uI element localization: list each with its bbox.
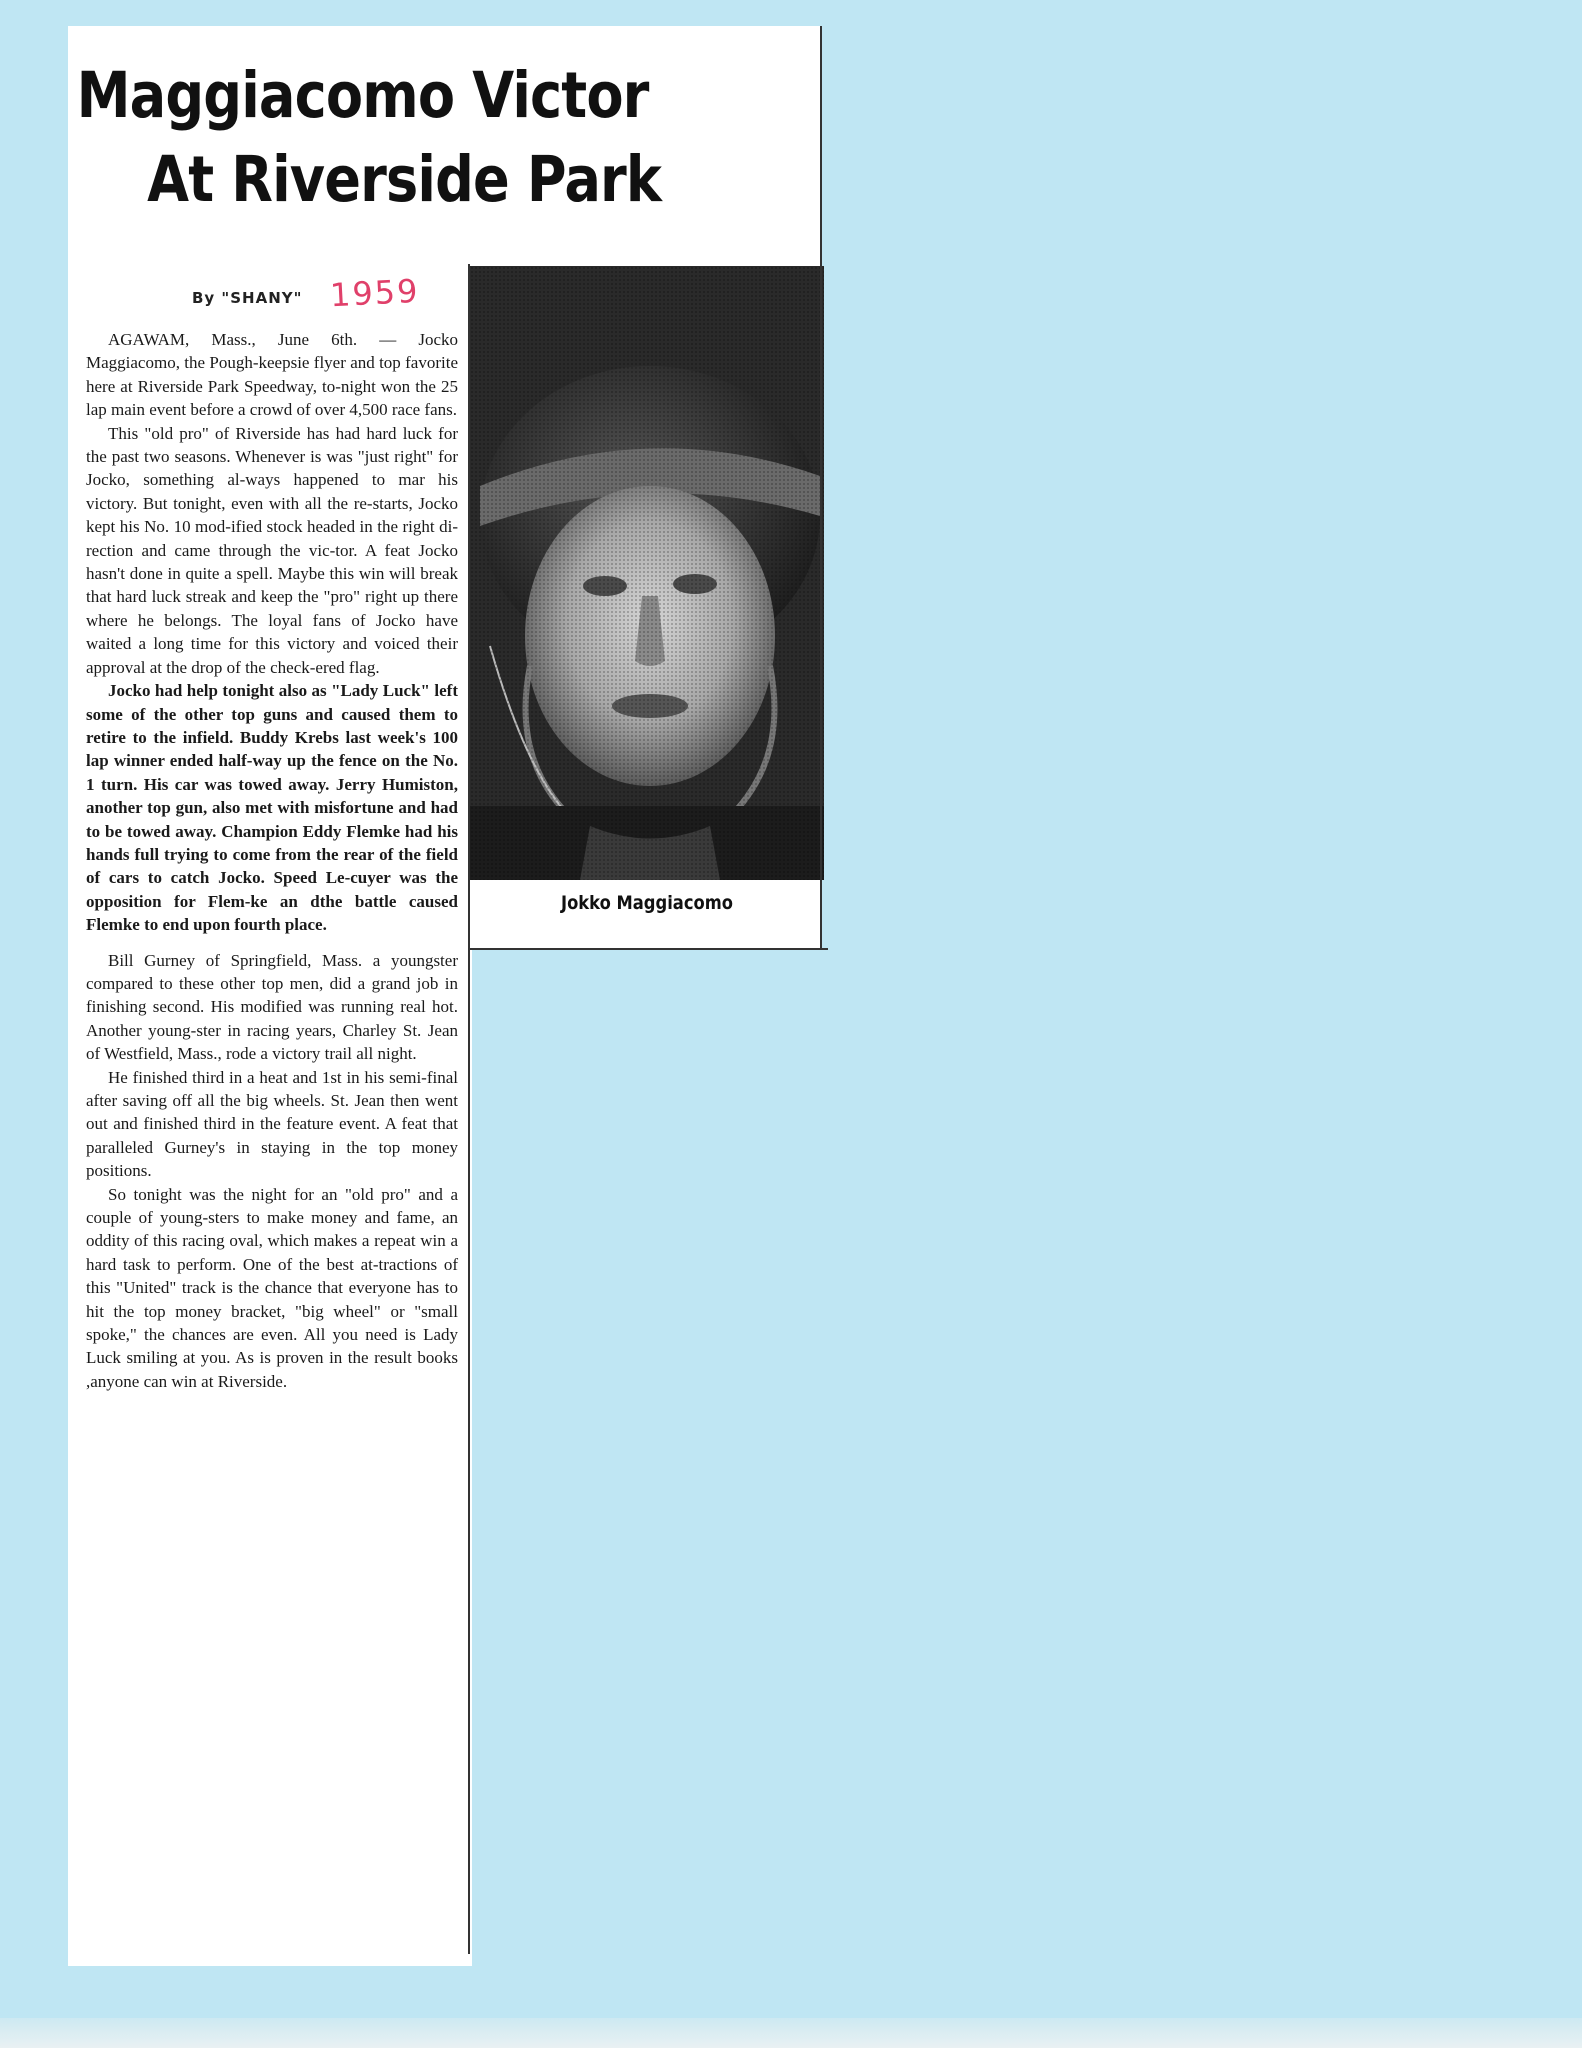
headline-line-1: Maggiacomo Victor	[76, 59, 649, 132]
article-paragraph: AGAWAM, Mass., June 6th. — Jocko Maggiacomo, the Pough-keepsie flyer and top favorite here at Riverside Park Speedway, to-night won the 25 lap main event before a crowd of over 4,500 race fans.	[86, 330, 458, 420]
article-paragraph: He finished third in a heat and 1st in his semi-final after saving off all the big wheels. St. Jean then went out and finished third in the feature event. A feat that paralleled Gurney's in staying in the top money positions.	[86, 1067, 458, 1181]
article-paragraph: Jocko had help tonight also as "Lady Luck" left some of the other top guns and caused them to retire to the infield. Buddy Krebs last week's 100 lap winner ended half-way up the fence on the No. 1 turn. His car was towed away. Jerry Humiston, another top gun, also met with misfortune and had to be towed away. Champion Eddy Flemke had his hands full trying to come from the rear of the field of cars to catch Jocko. Speed Le-cuyer was the opposition for Flem-ke an dthe battle caused Flemke to end upon fourth place.	[86, 681, 458, 935]
byline: By "SHANY"	[192, 289, 303, 307]
portrait-photo-image	[470, 266, 824, 880]
handwritten-year-annotation: 1959	[329, 271, 421, 315]
photo-caption: Jokko Maggiacomo	[561, 892, 733, 914]
article-paragraph: So tonight was the night for an "old pro" and a couple of young-sters to make money and fame, an oddity of this racing oval, which makes a repeat win a hard task to perform. One of the best at-tractions of this "United" track is the chance that everyone has to hit the top money bracket, "big wheel" or "small spoke," the chances are even. All you need is Lady Luck smiling at you. As is proven in the result books ,anyone can win at Riverside.	[86, 1184, 458, 1391]
portrait-photo	[470, 266, 824, 880]
article-body	[86, 328, 458, 1393]
clipping-right-edge	[820, 26, 822, 950]
article-paragraph: Bill Gurney of Springfield, Mass. a youngster compared to these other top men, did a grand job in finishing second. His modified was running real hot. Another young-ster in racing years, Charley St. Jean of Westfield, Mass., rode a victory trail all night.	[86, 950, 458, 1064]
photo-bottom-rule	[468, 948, 828, 950]
headline-line-2: At Riverside Park	[147, 143, 662, 216]
scan-background-edge	[0, 2018, 1582, 2048]
headline	[68, 54, 716, 222]
article-paragraph: This "old pro" of Riverside has had hard luck for the past two seasons. Whenever is was "just right" for Jocko, something al-ways happened to mar his victory. But tonight, even with all the re-starts, Jocko kept his No. 10 mod-ified stock headed in the right di-rection and came through the vic-tor. A feat Jocko hasn't done in quite a spell. Maybe this win will break that hard luck streak and keep the "pro" right up there where he belongs. The loyal fans of Jocko have waited a long time for this victory and voiced their approval at the drop of the check-ered flag.	[86, 423, 458, 677]
